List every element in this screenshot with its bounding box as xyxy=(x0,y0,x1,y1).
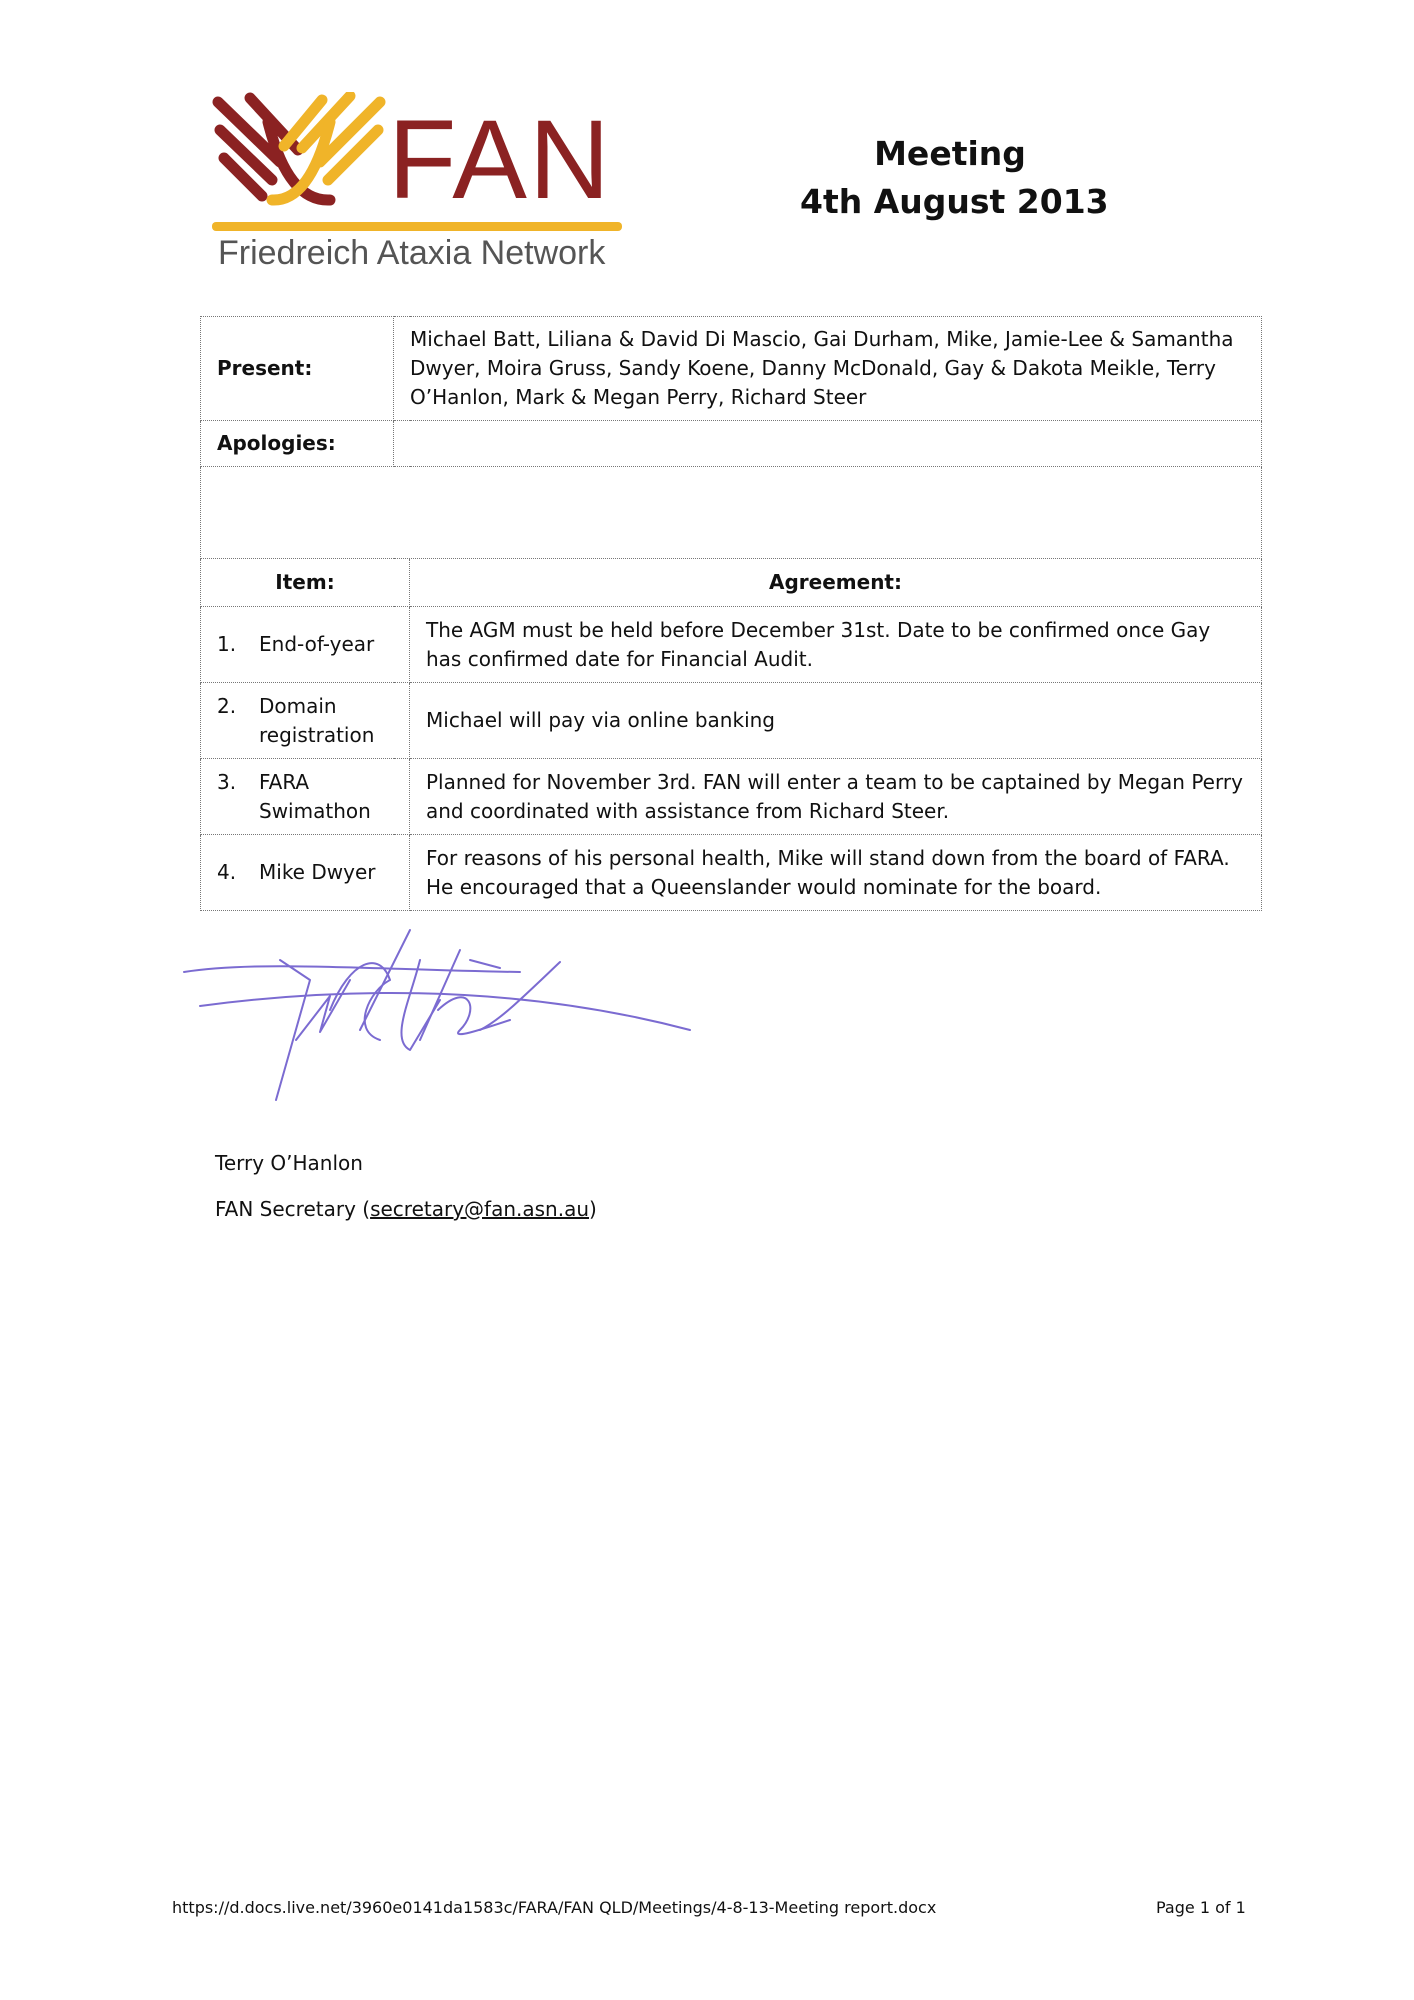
footer-page-number: Page 1 of 1 xyxy=(1156,1898,1246,1917)
agenda-row xyxy=(201,759,1262,835)
agenda-row xyxy=(201,835,1262,911)
present-value: Michael Batt, Liliana & David Di Mascio, Gai Durham, Mike, Jamie-Lee & Samantha Dwyer, Moira Gruss, Sandy Koene, Danny McDonald, Gay & Dakota Meikle, Terry O’Hanlon, Mark & Megan Perry, Richard Steer xyxy=(394,317,1262,421)
footer-url: https://d.docs.live.net/3960e0141da1583c/FARA/FAN QLD/Meetings/4-8-13-Meeting report.docx xyxy=(172,1898,937,1917)
title-line-1: Meeting xyxy=(874,134,1026,173)
agreement-header: Agreement: xyxy=(410,559,1262,607)
item-title: End-of-year xyxy=(259,632,375,656)
agreement-cell: The AGM must be held before December 31st. Date to be confirmed once Gay has confirmed date for Financial Audit. xyxy=(410,607,1262,683)
item-title: Mike Dwyer xyxy=(259,860,376,884)
item-number: 1. xyxy=(217,632,237,656)
apologies-label: Apologies: xyxy=(201,421,394,467)
apologies-value xyxy=(394,421,1262,467)
logo-tagline: Friedreich Ataxia Network xyxy=(218,234,606,272)
fan-logo xyxy=(210,92,630,277)
item-title: FARA Swimathon xyxy=(259,769,371,823)
present-label: Present: xyxy=(201,317,394,421)
agreement-cell: Planned for November 3rd. FAN will enter a team to be captained by Megan Perry and coordinated with assistance from Richard Steer. xyxy=(410,759,1262,835)
agenda-row xyxy=(201,683,1262,759)
agenda-row xyxy=(201,607,1262,683)
spacer-cell xyxy=(201,467,1262,559)
logo-underline xyxy=(212,222,622,231)
spacer-row xyxy=(201,467,1262,559)
signer-name: Terry O’Hanlon xyxy=(215,1151,363,1175)
item-number: 4. xyxy=(217,860,237,884)
role-prefix: FAN Secretary ( xyxy=(215,1197,371,1221)
item-header: Item: xyxy=(201,559,410,607)
item-cell xyxy=(201,607,410,683)
meeting-title xyxy=(800,130,1109,226)
email-link[interactable]: secretary@fan.asn.au xyxy=(370,1197,590,1221)
signoff-block xyxy=(215,1140,597,1232)
item-title: Domain registration xyxy=(259,693,375,747)
agreement-cell: For reasons of his personal health, Mike will stand down from the board of FARA. He encouraged that a Queenslander would nominate for the board. xyxy=(410,835,1262,911)
role-suffix: ) xyxy=(589,1197,597,1221)
item-number: 3. xyxy=(217,769,237,794)
apologies-row xyxy=(201,421,1262,467)
present-row xyxy=(201,317,1262,421)
minutes-table xyxy=(200,316,1262,911)
item-number: 2. xyxy=(217,693,237,718)
signer-role xyxy=(215,1186,597,1232)
logo-wordmark: FAN xyxy=(388,97,612,222)
item-cell xyxy=(201,683,410,759)
item-cell xyxy=(201,759,410,835)
item-cell xyxy=(201,835,410,911)
title-line-2: 4th August 2013 xyxy=(800,182,1109,221)
hands-logo-icon xyxy=(210,92,390,212)
signature-image xyxy=(180,920,700,1120)
agenda-header-row xyxy=(201,559,1262,607)
agreement-cell: Michael will pay via online banking xyxy=(410,683,1262,759)
